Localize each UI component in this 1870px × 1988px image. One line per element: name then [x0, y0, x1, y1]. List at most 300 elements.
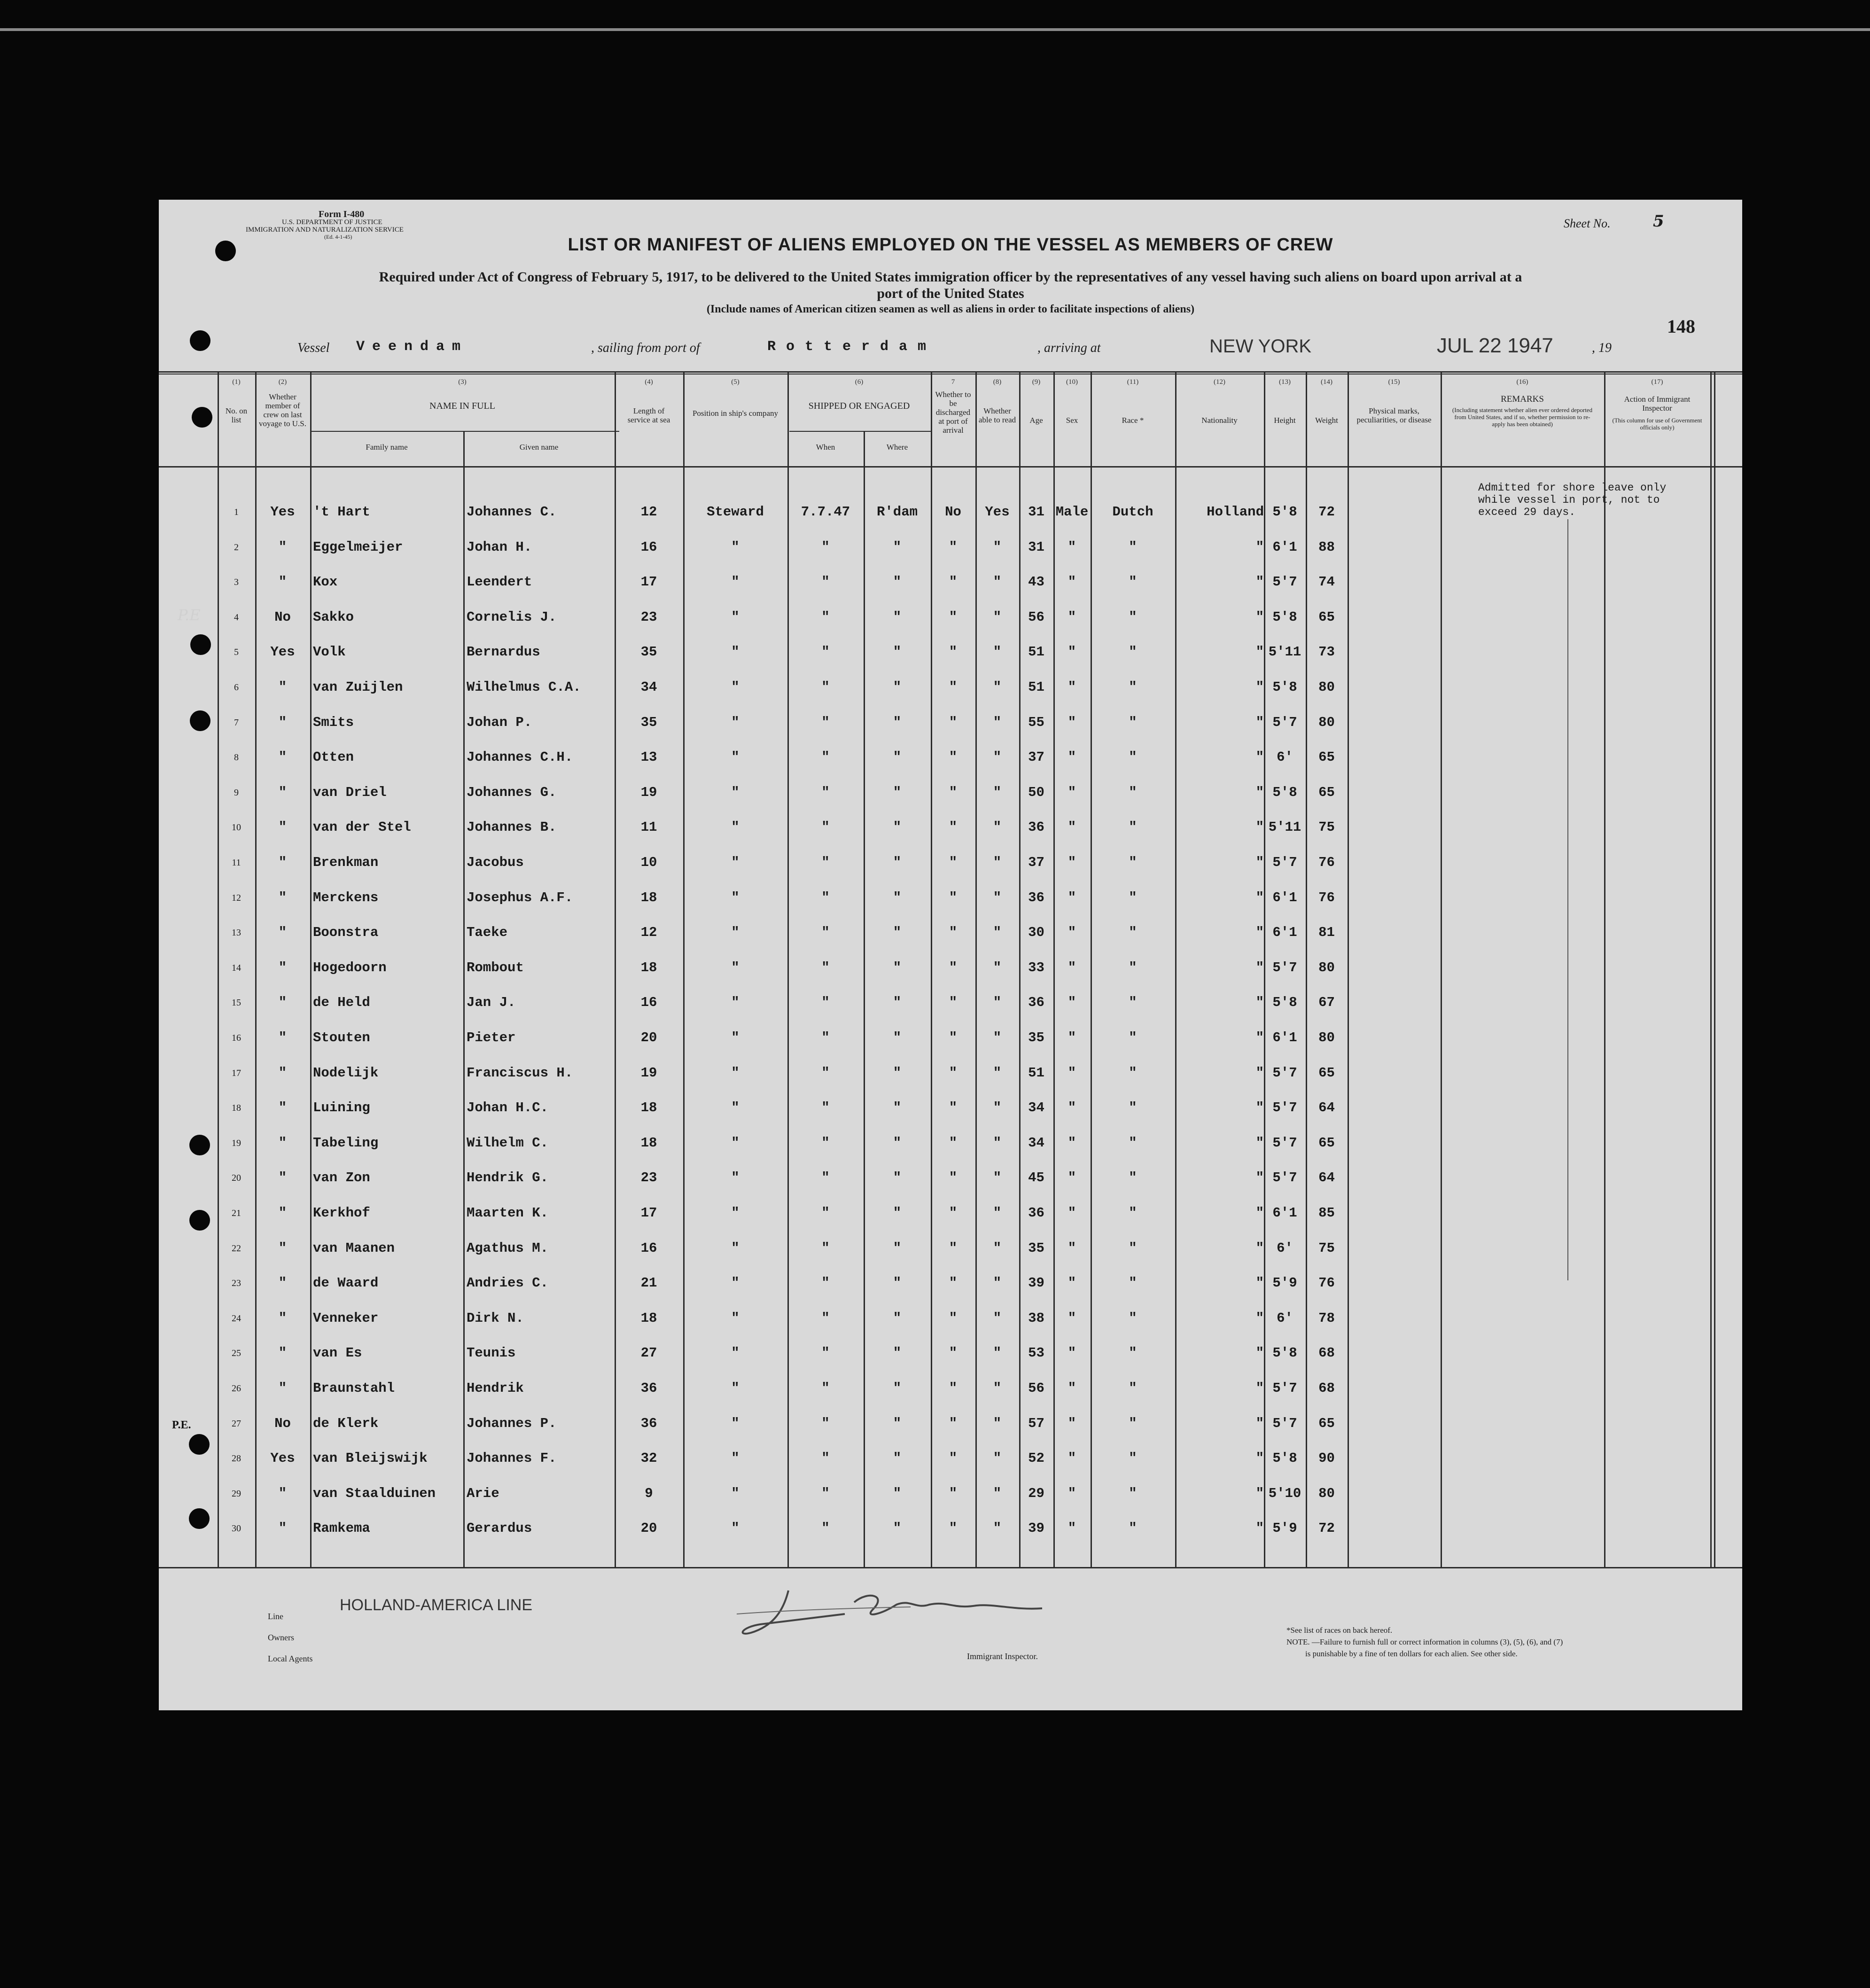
cell-service: 16 [640, 539, 657, 555]
local-agents-label: Local Agents [268, 1654, 313, 1663]
cell-age: 56 [1028, 1380, 1044, 1396]
cell-sex: " [1067, 539, 1076, 555]
cell-position: " [731, 855, 740, 870]
cell-when: " [821, 925, 830, 940]
margin-note-pe-row4: P.E [178, 606, 201, 624]
cell-weight: 81 [1318, 925, 1335, 940]
sheet-label: Sheet No. [1564, 217, 1611, 230]
cell-where: " [893, 539, 902, 555]
fine-note-1: NOTE. —Failure to furnish full or correct information in columns (3), (5), (6), and (7) [1286, 1637, 1563, 1646]
cell-no: 9 [234, 787, 239, 798]
cell-height: 5'9 [1272, 1520, 1297, 1536]
cell-prev: " [278, 819, 287, 835]
cell-prev: Yes [270, 504, 295, 520]
cell-prev: " [278, 1380, 287, 1396]
cell-when: " [821, 1275, 830, 1291]
cell-position: " [731, 679, 740, 695]
cell-race: " [1129, 609, 1137, 625]
cell-weight: 68 [1318, 1380, 1335, 1396]
cell-position: " [731, 1135, 740, 1151]
cell-given: Taeke [467, 925, 508, 940]
cell-nat: Holland [1207, 504, 1264, 520]
cell-position: " [731, 1170, 740, 1185]
cell-height: 5'9 [1272, 1275, 1297, 1291]
binder-hole [190, 710, 210, 731]
col-divider [310, 371, 312, 1567]
cell-weight: 65 [1318, 1416, 1335, 1431]
cell-age: 57 [1028, 1416, 1044, 1431]
cell-position: " [731, 1450, 740, 1466]
immigrant-inspector-label: Immigrant Inspector. [967, 1652, 1038, 1661]
cell-service: 18 [640, 1310, 657, 1326]
inspector-signature [732, 1581, 1089, 1642]
cell-weight: 80 [1318, 1030, 1335, 1045]
cell-given: Cornelis J. [467, 609, 557, 625]
col-3b-header: Given name [519, 443, 559, 452]
cell-when: " [821, 574, 830, 590]
cell-disch: " [949, 925, 958, 940]
cell-service: 27 [640, 1345, 657, 1361]
cell-weight: 72 [1318, 504, 1335, 520]
cell-given: Johannes G. [467, 785, 557, 800]
vessel-label: Vessel [297, 341, 330, 355]
cell-nat: " [1255, 925, 1264, 940]
cell-where: " [893, 1100, 902, 1115]
cell-given: Hendrik [467, 1380, 524, 1396]
cell-disch: " [949, 715, 958, 730]
cell-nat: " [1255, 1310, 1264, 1326]
cell-nat: " [1255, 1065, 1264, 1081]
cell-read: " [993, 995, 1002, 1010]
cell-no: 16 [232, 1033, 241, 1043]
cell-disch: " [949, 1486, 958, 1501]
col-11-number: (11) [1127, 378, 1139, 386]
cell-nat: " [1255, 539, 1264, 555]
cell-age: 35 [1028, 1030, 1044, 1045]
col-15-number: (15) [1388, 378, 1400, 386]
name-subheader-rule [312, 431, 619, 432]
col-8-header: Whether able to read [978, 406, 1016, 424]
col-5-header: Position in ship's company [692, 409, 779, 418]
cell-no: 4 [234, 612, 239, 623]
cell-service: 11 [640, 819, 657, 835]
col-6-header: SHIPPED OR ENGAGED [808, 401, 910, 411]
col-17-number: (17) [1651, 378, 1663, 386]
cell-sex: " [1067, 1170, 1076, 1185]
cell-prev: " [278, 1030, 287, 1045]
cell-prev: " [278, 1205, 287, 1221]
cell-disch: " [949, 679, 958, 695]
cell-when: " [821, 749, 830, 765]
cell-weight: 78 [1318, 1310, 1335, 1326]
cell-service: 18 [640, 890, 657, 905]
cell-nat: " [1255, 644, 1264, 660]
cell-when: " [821, 1486, 830, 1501]
cell-nat: " [1255, 1345, 1264, 1361]
cell-when: " [821, 609, 830, 625]
cell-given: Josephus A.F. [467, 890, 573, 905]
col-7-number: 7 [951, 378, 955, 386]
cell-disch: " [949, 1170, 958, 1185]
cell-prev: No [274, 609, 291, 625]
binder-hole [189, 1508, 210, 1529]
cell-height: 6'1 [1272, 1030, 1297, 1045]
cell-given: Jan J. [467, 995, 516, 1010]
cell-age: 51 [1028, 644, 1044, 660]
cell-race: " [1129, 1486, 1137, 1501]
col-7-header: Whether to be discharged at port of arrival [935, 390, 971, 435]
cell-where: " [893, 1416, 902, 1431]
cell-when: " [821, 855, 830, 870]
cell-race: " [1129, 995, 1137, 1010]
cell-read: " [993, 1486, 1002, 1501]
cell-nat: " [1255, 1520, 1264, 1536]
cell-no: 12 [232, 893, 241, 903]
cell-position: " [731, 1240, 740, 1256]
cell-where: " [893, 1520, 902, 1536]
cell-service: 18 [640, 960, 657, 975]
cell-given: Johannes F. [467, 1450, 557, 1466]
cell-when: " [821, 785, 830, 800]
cell-age: 36 [1028, 819, 1044, 835]
cell-when: " [821, 715, 830, 730]
cell-when: " [821, 1065, 830, 1081]
cell-nat: " [1255, 574, 1264, 590]
cell-position: " [731, 1416, 740, 1431]
cell-given: Johan P. [467, 715, 532, 730]
cell-race: " [1129, 1345, 1137, 1361]
cell-service: 9 [645, 1486, 653, 1501]
cell-no: 13 [232, 928, 241, 938]
cell-prev: " [278, 749, 287, 765]
cell-nat: " [1255, 1100, 1264, 1115]
cell-family: Tabeling [313, 1135, 379, 1151]
cell-given: Johan H.C. [467, 1100, 549, 1115]
cell-height: 5'7 [1272, 1065, 1297, 1081]
cell-race: " [1129, 539, 1137, 555]
cell-service: 17 [640, 574, 657, 590]
binder-hole [189, 1210, 210, 1231]
cell-position: " [731, 1065, 740, 1081]
cell-when: " [821, 1135, 830, 1151]
shipped-subheader-rule [789, 431, 931, 432]
cell-service: 20 [640, 1520, 657, 1536]
cell-service: 17 [640, 1205, 657, 1221]
cell-given: Arie [467, 1486, 499, 1501]
cell-race: " [1129, 1170, 1137, 1185]
cell-where: " [893, 960, 902, 975]
cell-service: 18 [640, 1135, 657, 1151]
cell-given: Rombout [467, 960, 524, 975]
cell-position: " [731, 715, 740, 730]
arrival-date-stamp: JUL 22 1947 [1437, 334, 1553, 357]
cell-age: 29 [1028, 1486, 1044, 1501]
col-16-number: (16) [1516, 378, 1528, 386]
list-number: 148 [1667, 316, 1695, 337]
cell-when: " [821, 539, 830, 555]
scan-edge-line [0, 28, 1870, 31]
cell-no: 21 [232, 1208, 241, 1218]
cell-weight: 88 [1318, 539, 1335, 555]
cell-height: 5'7 [1272, 1416, 1297, 1431]
cell-height: 5'8 [1272, 785, 1297, 800]
cell-where: " [893, 644, 902, 660]
cell-read: " [993, 609, 1002, 625]
cell-race: " [1129, 1065, 1137, 1081]
cell-family: van Staalduinen [313, 1486, 436, 1501]
col-12-header: Nationality [1201, 416, 1238, 425]
cell-where: R'dam [876, 504, 918, 520]
cell-height: 5'8 [1272, 609, 1297, 625]
cell-when: " [821, 1030, 830, 1045]
col-13-number: (13) [1279, 378, 1291, 386]
cell-age: 36 [1028, 890, 1044, 905]
cell-where: " [893, 819, 902, 835]
cell-height: 5'7 [1272, 715, 1297, 730]
cell-disch: " [949, 1135, 958, 1151]
cell-position: Steward [707, 504, 764, 520]
cell-age: 37 [1028, 855, 1044, 870]
cell-prev: " [278, 1065, 287, 1081]
cell-family: van Es [313, 1345, 362, 1361]
cell-prev: " [278, 1486, 287, 1501]
cell-service: 18 [640, 1100, 657, 1115]
cell-weight: 72 [1318, 1520, 1335, 1536]
cell-read: " [993, 1205, 1002, 1221]
table-bottom-rule [159, 1567, 1742, 1568]
cell-position: " [731, 925, 740, 940]
cell-no: 28 [232, 1453, 241, 1464]
cell-nat: " [1255, 1240, 1264, 1256]
cell-read: " [993, 749, 1002, 765]
cell-age: 36 [1028, 1205, 1044, 1221]
cell-service: 16 [640, 1240, 657, 1256]
cell-position: " [731, 574, 740, 590]
cell-given: Dirk N. [467, 1310, 524, 1326]
cell-read: " [993, 1450, 1002, 1466]
cell-no: 20 [232, 1173, 241, 1183]
cell-given: Johan H. [467, 539, 532, 555]
manifest-sheet [159, 200, 1742, 1710]
cell-position: " [731, 1345, 740, 1361]
cell-no: 29 [232, 1489, 241, 1499]
col-divider [1710, 371, 1712, 1567]
cell-weight: 76 [1318, 855, 1335, 870]
binder-hole [192, 407, 212, 428]
cell-given: Franciscus H. [467, 1065, 573, 1081]
col-divider [1604, 371, 1605, 1567]
cell-height: 6'1 [1272, 1205, 1297, 1221]
cell-no: 19 [232, 1138, 241, 1148]
cell-prev: No [274, 1416, 291, 1431]
cell-when: 7.7.47 [801, 504, 850, 520]
cell-height: 5'8 [1272, 1345, 1297, 1361]
cell-position: " [731, 1380, 740, 1396]
cell-weight: 85 [1318, 1205, 1335, 1221]
cell-weight: 76 [1318, 1275, 1335, 1291]
cell-prev: Yes [270, 1450, 295, 1466]
cell-when: " [821, 1345, 830, 1361]
fine-note-2: is punishable by a fine of ten dollars for each alien. See other side. [1305, 1649, 1518, 1658]
owners-label: Owners [268, 1633, 294, 1642]
cell-disch: " [949, 1240, 958, 1256]
cell-no: 30 [232, 1523, 241, 1534]
remarks-line-1: Admitted for shore leave only [1478, 482, 1667, 494]
cell-sex: " [1067, 1240, 1076, 1256]
cell-service: 36 [640, 1380, 657, 1396]
cell-age: 52 [1028, 1450, 1044, 1466]
col-9-number: (9) [1032, 378, 1041, 386]
cell-height: 5'8 [1272, 504, 1297, 520]
cell-prev: " [278, 539, 287, 555]
cell-height: 5'8 [1272, 679, 1297, 695]
cell-family: Kox [313, 574, 338, 590]
cell-sex: " [1067, 1380, 1076, 1396]
cell-family: de Held [313, 995, 370, 1010]
cell-prev: " [278, 1240, 287, 1256]
cell-disch: " [949, 819, 958, 835]
cell-service: 12 [640, 504, 657, 520]
cell-family: Kerkhof [313, 1205, 370, 1221]
cell-nat: " [1255, 890, 1264, 905]
col-13-header: Height [1274, 416, 1296, 425]
cell-disch: " [949, 1205, 958, 1221]
cell-no: 27 [232, 1419, 241, 1429]
cell-service: 23 [640, 1170, 657, 1185]
col-4-number: (4) [645, 378, 653, 386]
cell-height: 5'7 [1272, 574, 1297, 590]
cell-sex: " [1067, 1310, 1076, 1326]
cell-race: Dutch [1112, 504, 1153, 520]
cell-height: 6' [1277, 1310, 1293, 1326]
cell-family: Braunstahl [313, 1380, 395, 1396]
cell-nat: " [1255, 1135, 1264, 1151]
cell-sex: " [1067, 890, 1076, 905]
form-edition: (Ed. 4-1-45) [324, 234, 352, 240]
cell-when: " [821, 995, 830, 1010]
cell-prev: " [278, 890, 287, 905]
cell-read: Yes [985, 504, 1010, 520]
cell-sex: " [1067, 1275, 1076, 1291]
cell-no: 22 [232, 1243, 241, 1254]
cell-no: 8 [234, 752, 239, 763]
cell-height: 5'10 [1268, 1486, 1301, 1501]
cell-family: Boonstra [313, 925, 379, 940]
cell-disch: " [949, 1520, 958, 1536]
arrival-port: NEW YORK [1209, 336, 1312, 357]
cell-when: " [821, 1170, 830, 1185]
cell-weight: 76 [1318, 890, 1335, 905]
arriving-label: , arriving at [1037, 341, 1101, 355]
cell-family: Sakko [313, 609, 354, 625]
line-label: Line [268, 1612, 283, 1621]
cell-no: 10 [232, 822, 241, 833]
cell-height: 5'11 [1268, 819, 1301, 835]
cell-disch: " [949, 1380, 958, 1396]
cell-read: " [993, 1170, 1002, 1185]
cell-service: 19 [640, 785, 657, 800]
cell-age: 30 [1028, 925, 1044, 940]
cell-weight: 65 [1318, 785, 1335, 800]
form-subtitle-2: port of the United States [877, 286, 1024, 301]
cell-read: " [993, 1065, 1002, 1081]
cell-family: van Zuijlen [313, 679, 403, 695]
cell-service: 21 [640, 1275, 657, 1291]
col-3a-header: Family name [366, 443, 408, 452]
cell-height: 6' [1277, 1240, 1293, 1256]
cell-read: " [993, 785, 1002, 800]
cell-race: " [1129, 1030, 1137, 1045]
cell-position: " [731, 1310, 740, 1326]
cell-where: " [893, 855, 902, 870]
cell-when: " [821, 1380, 830, 1396]
cell-nat: " [1255, 960, 1264, 975]
cell-height: 6'1 [1272, 539, 1297, 555]
cell-family: van der Stel [313, 819, 411, 835]
cell-given: Johannes P. [467, 1416, 557, 1431]
cell-where: " [893, 574, 902, 590]
cell-service: 23 [640, 609, 657, 625]
cell-height: 5'8 [1272, 995, 1297, 1010]
col-5-number: (5) [731, 378, 740, 386]
cell-weight: 80 [1318, 715, 1335, 730]
table-top-rule [159, 371, 1742, 373]
cell-no: 17 [232, 1068, 241, 1078]
cell-no: 18 [232, 1103, 241, 1113]
cell-family: van Bleijswijk [313, 1450, 428, 1466]
cell-family: Smits [313, 715, 354, 730]
cell-weight: 65 [1318, 1065, 1335, 1081]
cell-position: " [731, 960, 740, 975]
cell-position: " [731, 1205, 740, 1221]
cell-prev: " [278, 574, 287, 590]
cell-disch: No [945, 504, 961, 520]
cell-where: " [893, 890, 902, 905]
cell-given: Teunis [467, 1345, 516, 1361]
cell-given: Jacobus [467, 855, 524, 870]
cell-race: " [1129, 1135, 1137, 1151]
cell-height: 5'8 [1272, 1450, 1297, 1466]
col-6-number: (6) [855, 378, 864, 386]
cell-position: " [731, 1520, 740, 1536]
cell-position: " [731, 539, 740, 555]
cell-weight: 75 [1318, 819, 1335, 835]
cell-position: " [731, 785, 740, 800]
cell-family: Otten [313, 749, 354, 765]
cell-position: " [731, 609, 740, 625]
cell-when: " [821, 1450, 830, 1466]
cell-age: 56 [1028, 609, 1044, 625]
cell-where: " [893, 1065, 902, 1081]
cell-family: Hogedoorn [313, 960, 387, 975]
col-16-note: (Including statement whether alien ever ordered deported from United States, and if so, whether permission to re-apply has been obtained) [1452, 406, 1593, 428]
cell-where: " [893, 679, 902, 695]
cell-when: " [821, 890, 830, 905]
cell-where: " [893, 749, 902, 765]
cell-position: " [731, 644, 740, 660]
sheet-number: 5 [1653, 212, 1664, 231]
cell-given: Johannes C. [467, 504, 557, 520]
cell-given: Johannes C.H. [467, 749, 573, 765]
cell-service: 35 [640, 644, 657, 660]
cell-sex: " [1067, 1416, 1076, 1431]
cell-where: " [893, 1380, 902, 1396]
cell-read: " [993, 855, 1002, 870]
col-9-header: Age [1029, 416, 1043, 425]
binder-hole [190, 330, 210, 351]
col-6b-header: Where [886, 443, 908, 452]
cell-nat: " [1255, 855, 1264, 870]
